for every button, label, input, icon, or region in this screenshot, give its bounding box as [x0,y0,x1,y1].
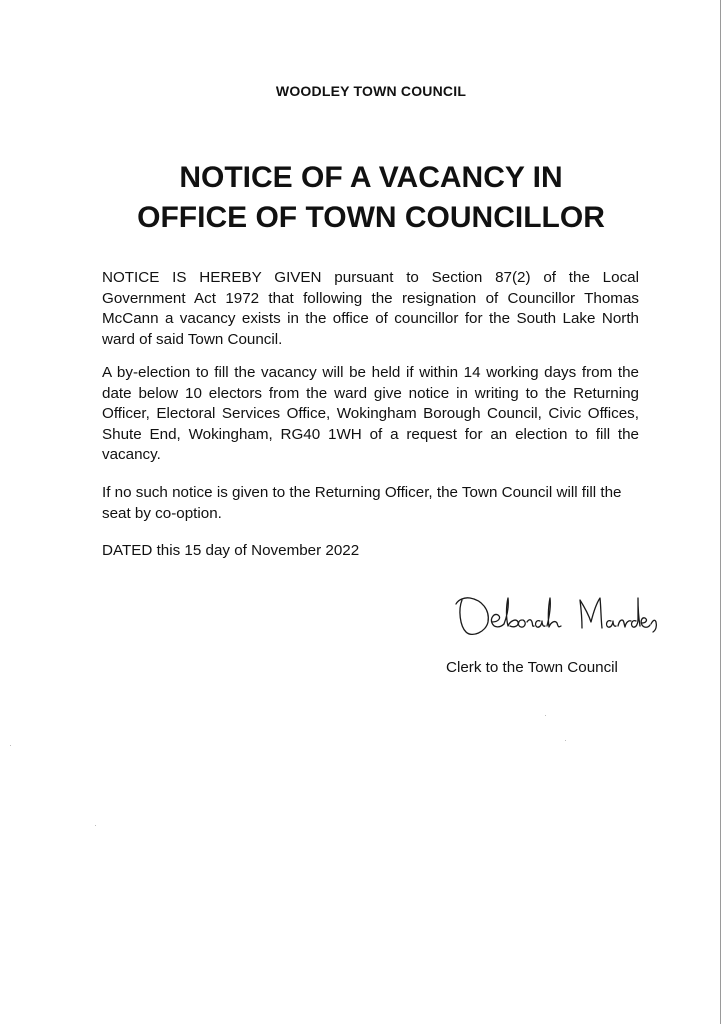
notice-title [0,158,725,238]
scan-speck [10,745,11,746]
handwritten-signature [452,588,662,648]
scan-speck [545,715,546,716]
signatory-role: Clerk to the Town Council [446,659,618,676]
title-line-1: NOTICE OF A VACANCY IN [179,161,563,194]
scan-speck [565,740,566,741]
dated-line: DATED this 15 day of November 2022 [102,542,360,559]
title-line-2: OFFICE OF TOWN COUNCILLOR [137,201,605,234]
council-name: WOODLEY TOWN COUNCIL [275,83,467,99]
scan-speck [95,825,96,826]
scan-edge-line [720,0,721,1024]
notice-paragraph-3: If no such notice is given to the Returning Officer, the Town Council will fill the seat by co-option. [102,484,622,522]
notice-paragraph-1: NOTICE IS HEREBY GIVEN pursuant to Section 87(2) of the Local Government Act 1972 that following the resignation of Councillor Thomas McCann a vacancy exists in the office of councillor for the South Lake North ward of said Town Council. [102,269,639,348]
notice-paragraph-2: A by-election to fill the vacancy will be held if within 14 working days from the date below 10 electors from the ward give notice in writing to the Returning Officer, Electoral Services Office, Wokingham Borough Council, Civic Offices, Shute End, Wokingham, RG40 1WH of a request for an election to fill the vacancy. [102,364,639,463]
